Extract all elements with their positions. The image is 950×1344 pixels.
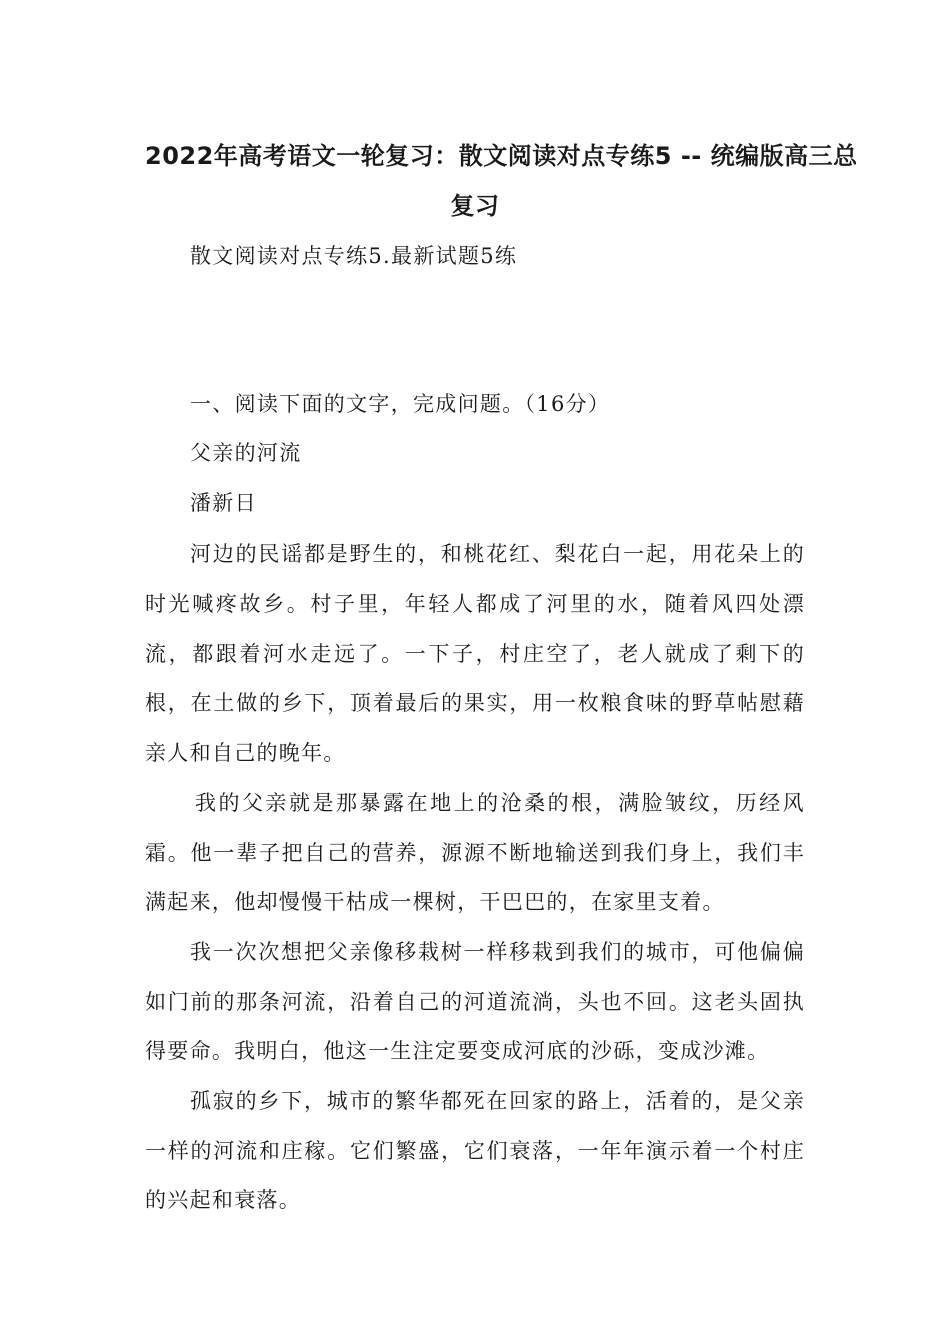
doc-title-line-1: 2022年高考语文一轮复习：散文阅读对点专练5 -- 统编版高三总: [145, 142, 858, 170]
essay-author: 潘新日: [190, 491, 257, 515]
paragraph-3-line: 我一次次想把父亲像移栽树一样移栽到我们的城市，可他偏偏: [190, 940, 805, 964]
question-heading: 一、阅读下面的文字，完成问题。（16分）: [190, 392, 611, 416]
doc-subtitle: 散文阅读对点专练5.最新试题5练: [190, 244, 518, 268]
paragraph-1-line: 流，都跟着河水走远了。一下子，村庄空了，老人就成了剩下的: [145, 642, 805, 666]
paragraph-1-line: 根，在土做的乡下，顶着最后的果实，用一枚粮食味的野草帖慰藉: [145, 691, 805, 715]
paragraph-2-line: 我的父亲就是那暴露在地上的沧桑的根，满脸皱纹，历经风: [195, 791, 805, 815]
paragraph-3-line: 得要命。我明白，他这一生注定要变成河底的沙砾，变成沙滩。: [145, 1039, 770, 1063]
paragraph-4-line: 孤寂的乡下，城市的繁华都死在回家的路上，活着的，是父亲: [190, 1089, 805, 1113]
paragraph-1-line: 亲人和自己的晚年。: [145, 741, 346, 765]
paragraph-4-line: 一样的河流和庄稼。它们繁盛，它们衰落，一年年演示着一个村庄: [145, 1139, 805, 1163]
essay-title: 父亲的河流: [190, 441, 302, 465]
paragraph-2-line: 满起来，他却慢慢干枯成一棵树，干巴巴的，在家里支着。: [145, 890, 725, 914]
paragraph-3-line: 如门前的那条河流，沿着自己的河道流淌，头也不回。这老头固执: [145, 990, 805, 1014]
paragraph-4-line: 的兴起和衰落。: [145, 1188, 302, 1212]
paragraph-1-line: 时光喊疼故乡。村子里，年轻人都成了河里的水，随着风四处漂: [145, 592, 805, 616]
paragraph-2-line: 霜。他一辈子把自己的营养，源源不断地输送到我们身上，我们丰: [145, 841, 805, 865]
doc-title-line-2: 复习: [450, 192, 500, 220]
paragraph-1-line: 河边的民谣都是野生的，和桃花红、梨花白一起，用花朵上的: [190, 542, 805, 566]
